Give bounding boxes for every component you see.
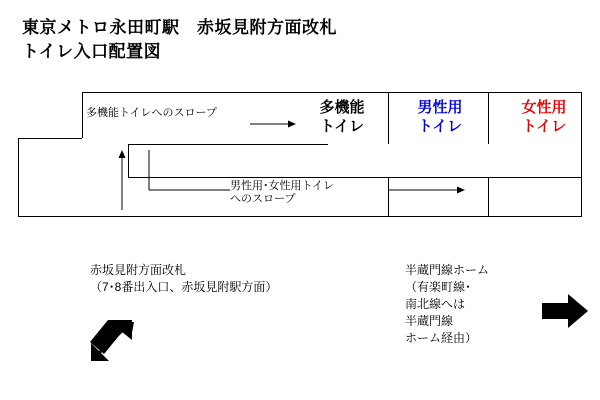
caption-gate (90, 262, 350, 296)
room-label-multi-line2: トイレ (319, 118, 365, 135)
room-label-womens-line1: 女性用 (521, 99, 567, 116)
callout-general-slope-line2: へのスロープ (230, 193, 296, 205)
page-title-line-2: トイレ入口配置図 (22, 42, 162, 61)
arrow-to-platform-icon (542, 292, 590, 330)
floor-plan (18, 92, 582, 227)
caption-platform-line-5: ホーム経由） (405, 331, 478, 345)
caption-platform-line-4: 半蔵門線 (405, 314, 454, 328)
page-title-line-1: 東京メトロ永田町駅 赤坂見附方面改札 (22, 18, 337, 37)
page-title (22, 16, 522, 64)
caption-platform-line-1: 半蔵門線ホーム (405, 263, 490, 277)
caption-platform (405, 262, 555, 347)
room-label-mens-line2: トイレ (417, 118, 463, 135)
room-label-multi-line1: 多機能 (319, 99, 365, 116)
flow-arrows (18, 92, 582, 227)
caption-gate-line-1: 赤坂見附方面改札 (90, 263, 187, 277)
caption-platform-line-3: 南北線へは (405, 297, 466, 311)
arrow-to-gate-icon (88, 318, 140, 364)
callout-general-slope-line1: 男性用･女性用トイレ (230, 180, 334, 192)
caption-gate-line-2: （7･8番出入口、赤坂見附駅方面） (90, 280, 278, 294)
room-label-womens-line2: トイレ (521, 118, 567, 135)
callout-multi-slope: 多機能トイレへのスロープ (86, 107, 217, 119)
room-label-mens-line1: 男性用 (417, 99, 463, 116)
caption-platform-line-2: （有楽町線･ (405, 280, 472, 294)
